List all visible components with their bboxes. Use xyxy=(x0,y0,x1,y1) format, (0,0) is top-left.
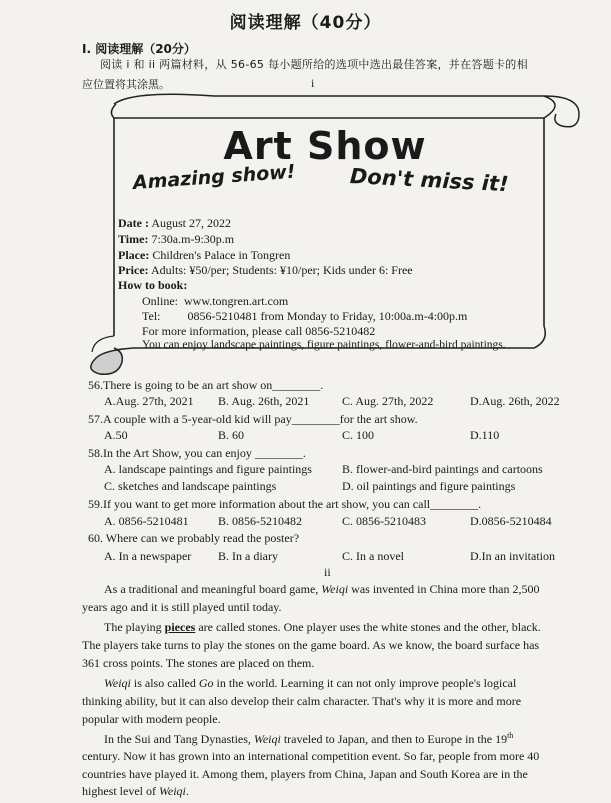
tel-row xyxy=(142,309,467,324)
q58-stem: 58.In the Art Show, you can enjoy ________. xyxy=(88,446,306,460)
passage-p3-line2: thinking ability, but it can also develop their calm character. That's why it is more and more xyxy=(82,694,522,708)
q59-option-b: B. 0856-5210482 xyxy=(218,514,302,528)
poster-slogan-right: Don't miss it! xyxy=(349,164,510,197)
q57-option-a: A.50 xyxy=(104,428,128,442)
part-label-i: i xyxy=(311,76,315,90)
tel-value: 0856-5210481 from Monday to Friday, 10:00a.m-4:00p.m xyxy=(187,309,468,323)
q59-option-c: C. 0856-5210483 xyxy=(342,514,426,528)
price-label: Price: xyxy=(118,263,149,277)
date-row xyxy=(118,216,231,231)
q56-option-a: A.Aug. 27th, 2021 xyxy=(104,394,194,408)
passage-p3-line3: popular with modern people. xyxy=(82,712,221,726)
q57-option-d: D.110 xyxy=(470,428,500,442)
passage-p4-line2: century. Now it has grown into an international competition event. So far, people from more 40 xyxy=(82,749,540,763)
online-row xyxy=(142,294,288,309)
page-title: 阅读理解（40分） xyxy=(229,13,382,33)
part-label-ii: ii xyxy=(324,565,331,579)
date-label: Date : xyxy=(118,216,149,230)
howto-label: How to book: xyxy=(118,278,188,292)
more-info: For more information, please call 0856-5210482 xyxy=(142,324,376,338)
q57-option-b: B. 60 xyxy=(218,428,245,442)
price-value: Adults: ¥50/per; Students: ¥10/per; Kids under 6: Free xyxy=(150,263,413,277)
q56-stem: 56.There is going to be an art show on________. xyxy=(88,378,324,392)
q58-option-a: A. landscape paintings and figure paintings xyxy=(104,462,312,476)
q56-option-b: B. Aug. 26th, 2021 xyxy=(218,394,310,408)
place-label: Place: xyxy=(118,248,150,262)
passage-p4-line3: countries have played it. Among them, players from China, Japan and South Korea are in the xyxy=(82,767,528,781)
q58-option-c: C. sketches and landscape paintings xyxy=(104,479,277,493)
passage-p4-line4: highest level of Weiqi. xyxy=(82,784,189,798)
howto-row xyxy=(118,278,187,293)
tel-label: Tel: xyxy=(142,309,161,323)
place-row xyxy=(118,248,290,263)
passage-p1-line1: As a traditional and meaningful board game, Weiqi was invented in China more than 2,500 xyxy=(104,582,540,596)
q60-option-d: D.In an invitation xyxy=(470,549,555,563)
date-value: August 27, 2022 xyxy=(151,216,231,230)
place-value: Children's Palace in Tongren xyxy=(152,248,291,262)
q59-option-d: D.0856-5210484 xyxy=(470,514,552,528)
q59-stem: 59.If you want to get more information about the art show, you can call________. xyxy=(88,497,482,511)
q57-option-c: C. 100 xyxy=(342,428,375,442)
q60-stem: 60. Where can we probably read the poster? xyxy=(88,531,300,545)
poster-slogan-left: Amazing show! xyxy=(132,160,297,194)
section-label: I. 阅读理解（20分） xyxy=(82,42,196,56)
time-label: Time: xyxy=(118,232,149,246)
q60-option-c: C. In a novel xyxy=(342,549,404,563)
enjoy-line: You can enjoy landscape paintings, figure paintings, flower-and-bird paintings. xyxy=(142,339,506,351)
q58-option-b: B. flower-and-bird paintings and cartoons xyxy=(342,462,543,476)
passage-p1-line2: years ago and it is still played until today. xyxy=(82,600,282,614)
time-row xyxy=(118,232,234,247)
passage-p2-line2: The players take turns to play the stones on the game board. As we know, the board surface has xyxy=(82,638,540,652)
instruction-line-2: 应位置将其涂黑。 xyxy=(82,78,170,91)
online-value: www.tongren.art.com xyxy=(184,294,289,308)
passage-p2-line1: The playing pieces are called stones. One player uses the white stones and the other, black. xyxy=(104,620,541,634)
q59-option-a: A. 0856-5210481 xyxy=(104,514,189,528)
q56-option-d: D.Aug. 26th, 2022 xyxy=(470,394,560,408)
passage-p3-line1: Weiqi is also called Go in the world. Learning it can not only improve people's logical xyxy=(104,676,517,690)
time-value: 7:30a.m-9:30p.m xyxy=(151,232,235,246)
q58-option-d: D. oil paintings and figure paintings xyxy=(342,479,516,493)
poster-title: Art Show xyxy=(223,124,427,168)
price-row xyxy=(118,263,413,278)
passage-p2-line3: 361 cross points. The stones are placed on them. xyxy=(82,656,315,670)
q60-option-b: B. In a diary xyxy=(218,549,278,563)
q57-stem: 57.A couple with a 5-year-old kid will pay________for the art show. xyxy=(88,412,418,426)
online-label: Online: xyxy=(142,294,178,308)
q60-option-a: A. In a newspaper xyxy=(104,549,192,563)
passage-p4-line1: In the Sui and Tang Dynasties, Weiqi traveled to Japan, and then to Europe in the 19th xyxy=(104,731,514,746)
instruction-line-1: 阅读 i 和 ii 两篇材料，从 56-65 每小题所给的选项中选出最佳答案，并在答题卡的相 xyxy=(100,58,528,71)
q56-option-c: C. Aug. 27th, 2022 xyxy=(342,394,434,408)
